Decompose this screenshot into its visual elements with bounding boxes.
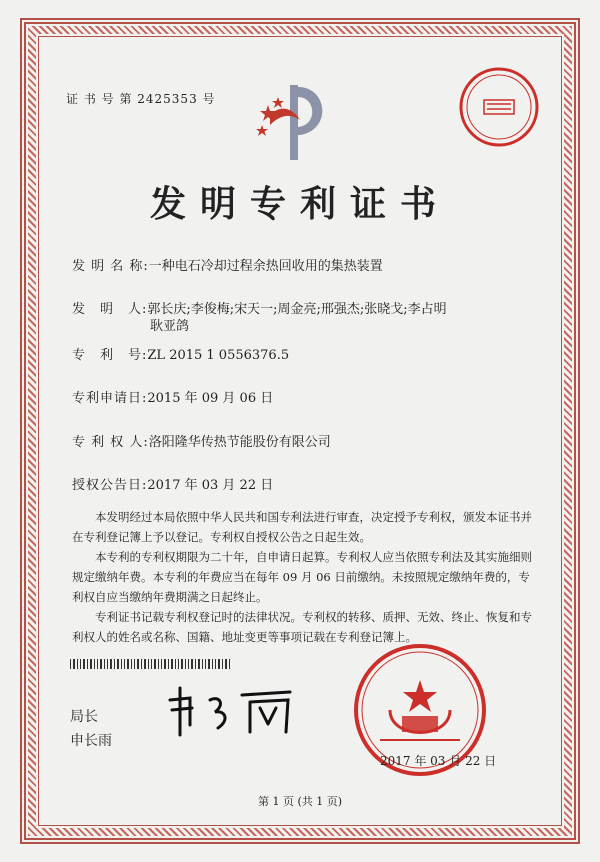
patent-office-logo-icon <box>250 75 340 165</box>
field-application-date <box>72 390 273 407</box>
field-inventors <box>72 301 447 318</box>
certificate-title: 发明专利证书 <box>149 183 450 225</box>
field-value: 一种电石冷却过程余热回收用的集热装置 <box>148 259 383 274</box>
page-number: 第 1 页 (共 1 页) <box>257 795 343 808</box>
field-value: 耿亚鸽 <box>150 319 190 334</box>
certificate-number: 证 书 号 第 2425353 号 <box>66 92 216 106</box>
field-value: ZL 2015 1 0556376.5 <box>147 348 290 363</box>
certificate-body <box>72 507 532 647</box>
field-grant-date <box>72 477 273 494</box>
field-label: 专 利 号: <box>72 348 148 363</box>
body-paragraph: 专利证书记载专利权登记时的法律状况。专利权的转移、质押、无效、终止、恢复和专利权人的姓名或名称、国籍、地址变更等事项记载在专利登记簿上。 <box>72 610 532 644</box>
body-paragraph: 本发明经过本局依照中华人民共和国专利法进行审查，决定授予专利权，颁发本证书并在专利登记簿上予以登记。专利权自授权公告之日起生效。 <box>72 510 532 544</box>
field-label: 发 明 人: <box>72 302 148 317</box>
field-patent-number <box>72 347 289 364</box>
signatory-name: 申长雨 <box>70 733 112 749</box>
field-value: 洛阳隆华传热节能股份有限公司 <box>148 435 331 450</box>
field-invention-name <box>72 258 383 275</box>
barcode-icon <box>70 659 230 669</box>
body-paragraph: 本专利的专利权期限为二十年，自申请日起算。专利权人应当依照专利法及其实施细则规定缴纳年费。本专利的年费应当在每年 09 月 06 日前缴纳。未按照规定缴纳年费的，专利权自应当缴纳年费期满之日起终止。 <box>72 550 532 604</box>
field-inventors-continued <box>150 318 189 335</box>
seal-date: 2017 年 03 月 22 日 <box>380 754 497 768</box>
field-label: 专利申请日: <box>72 391 148 406</box>
field-label: 发 明 名 称: <box>72 259 149 274</box>
handwritten-signature <box>160 680 300 740</box>
field-label: 专 利 权 人: <box>72 435 149 450</box>
field-value: 2015 年 09 月 06 日 <box>147 391 274 406</box>
field-label: 授权公告日: <box>72 478 148 493</box>
field-value: 郭长庆;李俊梅;宋天一;周金亮;邢强杰;张晓戈;李占明 <box>147 302 447 317</box>
signatory-role: 局长 <box>70 709 98 725</box>
small-red-seal-icon <box>454 62 544 152</box>
field-value: 2017 年 03 月 22 日 <box>147 478 274 493</box>
field-patentee <box>72 434 331 451</box>
